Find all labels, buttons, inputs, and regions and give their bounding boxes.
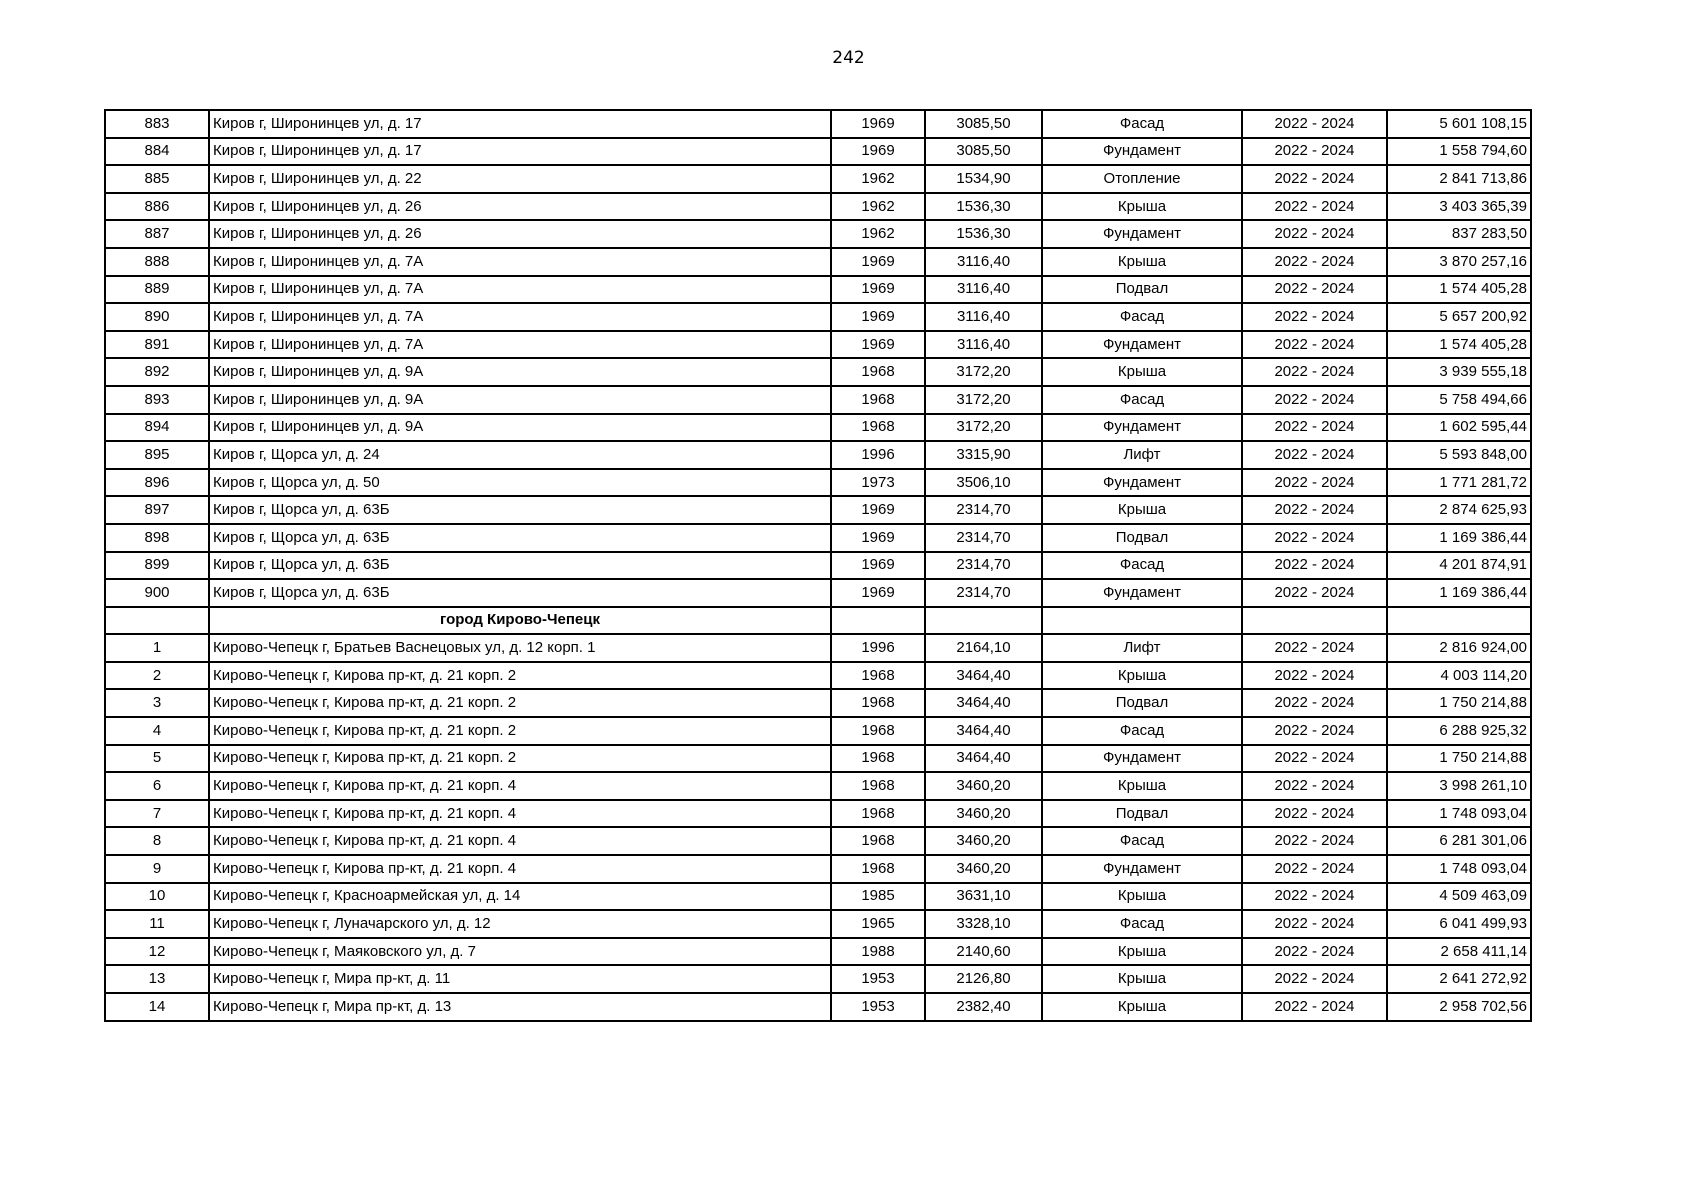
- address-cell: Кирово-Чепецк г, Кирова пр-кт, д. 21 корп. 2: [209, 717, 831, 745]
- work-type-cell: Фасад: [1042, 552, 1242, 580]
- table-row: [105, 993, 1531, 1021]
- row-number: 4: [105, 717, 209, 745]
- address-cell: Кирово-Чепецк г, Кирова пр-кт, д. 21 корп. 4: [209, 800, 831, 828]
- period-cell: 2022 - 2024: [1242, 276, 1387, 304]
- cost-cell: 2 958 702,56: [1387, 993, 1531, 1021]
- table-row: [105, 414, 1531, 442]
- row-number: 898: [105, 524, 209, 552]
- table-row: [105, 165, 1531, 193]
- period-cell: 2022 - 2024: [1242, 552, 1387, 580]
- cost-cell: 4 201 874,91: [1387, 552, 1531, 580]
- build-year-cell: 1996: [831, 634, 925, 662]
- build-year-cell: 1985: [831, 883, 925, 911]
- period-cell: 2022 - 2024: [1242, 358, 1387, 386]
- cost-cell: 1 771 281,72: [1387, 469, 1531, 497]
- area-cell: 2314,70: [925, 524, 1042, 552]
- area-cell: 3460,20: [925, 800, 1042, 828]
- period-cell: 2022 - 2024: [1242, 303, 1387, 331]
- table-row: [105, 496, 1531, 524]
- table-row: [105, 524, 1531, 552]
- table-row: [105, 910, 1531, 938]
- build-year-cell: 1968: [831, 745, 925, 773]
- period-cell: 2022 - 2024: [1242, 855, 1387, 883]
- section-empty-cell: [831, 607, 925, 635]
- area-cell: 3460,20: [925, 772, 1042, 800]
- section-empty-cell: [1242, 607, 1387, 635]
- area-cell: 3116,40: [925, 331, 1042, 359]
- area-cell: 3116,40: [925, 303, 1042, 331]
- work-type-cell: Фундамент: [1042, 138, 1242, 166]
- period-cell: 2022 - 2024: [1242, 524, 1387, 552]
- area-cell: 2314,70: [925, 552, 1042, 580]
- address-cell: Киров г, Широнинцев ул, д. 7А: [209, 303, 831, 331]
- work-type-cell: Подвал: [1042, 689, 1242, 717]
- area-cell: 3464,40: [925, 745, 1042, 773]
- cost-cell: 3 998 261,10: [1387, 772, 1531, 800]
- cost-cell: 1 748 093,04: [1387, 855, 1531, 883]
- build-year-cell: 1969: [831, 138, 925, 166]
- address-cell: Кирово-Чепецк г, Братьев Васнецовых ул, д. 12 корп. 1: [209, 634, 831, 662]
- address-cell: Кирово-Чепецк г, Кирова пр-кт, д. 21 корп. 4: [209, 772, 831, 800]
- period-cell: 2022 - 2024: [1242, 993, 1387, 1021]
- build-year-cell: 1968: [831, 855, 925, 883]
- area-cell: 3460,20: [925, 827, 1042, 855]
- address-cell: Кирово-Чепецк г, Кирова пр-кт, д. 21 корп. 4: [209, 855, 831, 883]
- work-type-cell: Крыша: [1042, 496, 1242, 524]
- cost-cell: 1 750 214,88: [1387, 689, 1531, 717]
- table-row: [105, 193, 1531, 221]
- row-number: 2: [105, 662, 209, 690]
- row-number: 11: [105, 910, 209, 938]
- table-row: [105, 800, 1531, 828]
- table-row: [105, 772, 1531, 800]
- work-type-cell: Лифт: [1042, 441, 1242, 469]
- row-number: 884: [105, 138, 209, 166]
- build-year-cell: 1969: [831, 524, 925, 552]
- table-row: [105, 938, 1531, 966]
- period-cell: 2022 - 2024: [1242, 165, 1387, 193]
- period-cell: 2022 - 2024: [1242, 745, 1387, 773]
- section-header: [105, 607, 1531, 635]
- section-empty-cell: [1042, 607, 1242, 635]
- cost-cell: 837 283,50: [1387, 220, 1531, 248]
- work-type-cell: Подвал: [1042, 276, 1242, 304]
- cost-cell: 1 574 405,28: [1387, 276, 1531, 304]
- table-row: [105, 441, 1531, 469]
- period-cell: 2022 - 2024: [1242, 579, 1387, 607]
- area-cell: 3085,50: [925, 138, 1042, 166]
- address-cell: Кирово-Чепецк г, Мира пр-кт, д. 13: [209, 993, 831, 1021]
- work-type-cell: Фундамент: [1042, 414, 1242, 442]
- cost-cell: 1 748 093,04: [1387, 800, 1531, 828]
- area-cell: 3172,20: [925, 358, 1042, 386]
- area-cell: 3464,40: [925, 662, 1042, 690]
- build-year-cell: 1996: [831, 441, 925, 469]
- cost-cell: 5 593 848,00: [1387, 441, 1531, 469]
- build-year-cell: 1965: [831, 910, 925, 938]
- work-type-cell: Фасад: [1042, 910, 1242, 938]
- work-type-cell: Крыша: [1042, 965, 1242, 993]
- address-cell: Киров г, Широнинцев ул, д. 9А: [209, 358, 831, 386]
- work-type-cell: Лифт: [1042, 634, 1242, 662]
- address-cell: Киров г, Широнинцев ул, д. 7А: [209, 248, 831, 276]
- build-year-cell: 1969: [831, 496, 925, 524]
- row-number: 892: [105, 358, 209, 386]
- period-cell: 2022 - 2024: [1242, 938, 1387, 966]
- period-cell: 2022 - 2024: [1242, 414, 1387, 442]
- cost-cell: 1 750 214,88: [1387, 745, 1531, 773]
- row-number: 899: [105, 552, 209, 580]
- row-number: 1: [105, 634, 209, 662]
- address-cell: Киров г, Щорса ул, д. 63Б: [209, 552, 831, 580]
- build-year-cell: 1968: [831, 717, 925, 745]
- address-cell: Кирово-Чепецк г, Красноармейская ул, д. 14: [209, 883, 831, 911]
- work-type-cell: Фундамент: [1042, 745, 1242, 773]
- cost-cell: 3 939 555,18: [1387, 358, 1531, 386]
- address-cell: Кирово-Чепецк г, Маяковского ул, д. 7: [209, 938, 831, 966]
- area-cell: 3085,50: [925, 110, 1042, 138]
- work-type-cell: Крыша: [1042, 193, 1242, 221]
- area-cell: 3315,90: [925, 441, 1042, 469]
- address-cell: Киров г, Широнинцев ул, д. 26: [209, 193, 831, 221]
- period-cell: 2022 - 2024: [1242, 634, 1387, 662]
- area-cell: 3116,40: [925, 248, 1042, 276]
- address-cell: Киров г, Щорса ул, д. 50: [209, 469, 831, 497]
- table-row: [105, 220, 1531, 248]
- address-cell: Киров г, Щорса ул, д. 63Б: [209, 579, 831, 607]
- build-year-cell: 1953: [831, 993, 925, 1021]
- address-cell: Кирово-Чепецк г, Кирова пр-кт, д. 21 корп. 2: [209, 745, 831, 773]
- area-cell: 3464,40: [925, 689, 1042, 717]
- address-cell: Киров г, Широнинцев ул, д. 9А: [209, 386, 831, 414]
- address-cell: Киров г, Широнинцев ул, д. 17: [209, 138, 831, 166]
- cost-cell: 2 874 625,93: [1387, 496, 1531, 524]
- kirovo-chepetsk-rows: [105, 634, 1531, 1020]
- period-cell: 2022 - 2024: [1242, 965, 1387, 993]
- cost-cell: 1 169 386,44: [1387, 524, 1531, 552]
- work-type-cell: Фундамент: [1042, 469, 1242, 497]
- work-type-cell: Фундамент: [1042, 331, 1242, 359]
- build-year-cell: 1969: [831, 303, 925, 331]
- table-row: [105, 110, 1531, 138]
- build-year-cell: 1968: [831, 358, 925, 386]
- work-type-cell: Фасад: [1042, 827, 1242, 855]
- work-type-cell: Крыша: [1042, 938, 1242, 966]
- build-year-cell: 1953: [831, 965, 925, 993]
- period-cell: 2022 - 2024: [1242, 772, 1387, 800]
- area-cell: 3172,20: [925, 414, 1042, 442]
- build-year-cell: 1962: [831, 220, 925, 248]
- cost-cell: 5 657 200,92: [1387, 303, 1531, 331]
- work-type-cell: Крыша: [1042, 358, 1242, 386]
- period-cell: 2022 - 2024: [1242, 386, 1387, 414]
- work-type-cell: Крыша: [1042, 772, 1242, 800]
- table-row: [105, 579, 1531, 607]
- address-cell: Киров г, Широнинцев ул, д. 7А: [209, 331, 831, 359]
- work-type-cell: Крыша: [1042, 248, 1242, 276]
- area-cell: 1536,30: [925, 220, 1042, 248]
- area-cell: 3506,10: [925, 469, 1042, 497]
- area-cell: 3328,10: [925, 910, 1042, 938]
- build-year-cell: 1962: [831, 193, 925, 221]
- area-cell: 2140,60: [925, 938, 1042, 966]
- period-cell: 2022 - 2024: [1242, 717, 1387, 745]
- period-cell: 2022 - 2024: [1242, 193, 1387, 221]
- table-row: [105, 248, 1531, 276]
- period-cell: 2022 - 2024: [1242, 331, 1387, 359]
- address-cell: Киров г, Щорса ул, д. 63Б: [209, 524, 831, 552]
- cost-cell: 2 641 272,92: [1387, 965, 1531, 993]
- section-num-cell: [105, 607, 209, 635]
- row-number: 883: [105, 110, 209, 138]
- build-year-cell: 1968: [831, 662, 925, 690]
- address-cell: Кирово-Чепецк г, Луначарского ул, д. 12: [209, 910, 831, 938]
- build-year-cell: 1968: [831, 414, 925, 442]
- build-year-cell: 1968: [831, 800, 925, 828]
- table-row: [105, 689, 1531, 717]
- section-empty-cell: [1387, 607, 1531, 635]
- area-cell: 2164,10: [925, 634, 1042, 662]
- table-row: [105, 883, 1531, 911]
- area-cell: 3460,20: [925, 855, 1042, 883]
- area-cell: 3631,10: [925, 883, 1042, 911]
- cost-cell: 4 003 114,20: [1387, 662, 1531, 690]
- row-number: 891: [105, 331, 209, 359]
- row-number: 10: [105, 883, 209, 911]
- row-number: 895: [105, 441, 209, 469]
- area-cell: 2382,40: [925, 993, 1042, 1021]
- period-cell: 2022 - 2024: [1242, 910, 1387, 938]
- period-cell: 2022 - 2024: [1242, 883, 1387, 911]
- work-type-cell: Отопление: [1042, 165, 1242, 193]
- row-number: 7: [105, 800, 209, 828]
- address-cell: Кирово-Чепецк г, Кирова пр-кт, д. 21 корп. 4: [209, 827, 831, 855]
- table-row: [105, 855, 1531, 883]
- cost-cell: 5 758 494,66: [1387, 386, 1531, 414]
- work-type-cell: Фасад: [1042, 303, 1242, 331]
- row-number: 12: [105, 938, 209, 966]
- table-row: [105, 827, 1531, 855]
- row-number: 8: [105, 827, 209, 855]
- address-cell: Кирово-Чепецк г, Кирова пр-кт, д. 21 корп. 2: [209, 689, 831, 717]
- work-type-cell: Крыша: [1042, 993, 1242, 1021]
- address-cell: Киров г, Широнинцев ул, д. 17: [209, 110, 831, 138]
- row-number: 896: [105, 469, 209, 497]
- period-cell: 2022 - 2024: [1242, 248, 1387, 276]
- section-title: город Кирово-Чепецк: [209, 607, 831, 635]
- period-cell: 2022 - 2024: [1242, 110, 1387, 138]
- work-type-cell: Крыша: [1042, 662, 1242, 690]
- period-cell: 2022 - 2024: [1242, 662, 1387, 690]
- build-year-cell: 1969: [831, 552, 925, 580]
- cost-cell: 4 509 463,09: [1387, 883, 1531, 911]
- row-number: 9: [105, 855, 209, 883]
- table-row: [105, 303, 1531, 331]
- row-number: 3: [105, 689, 209, 717]
- row-number: 14: [105, 993, 209, 1021]
- row-number: 893: [105, 386, 209, 414]
- period-cell: 2022 - 2024: [1242, 827, 1387, 855]
- address-cell: Киров г, Широнинцев ул, д. 26: [209, 220, 831, 248]
- address-cell: Кирово-Чепецк г, Кирова пр-кт, д. 21 корп. 2: [209, 662, 831, 690]
- work-type-cell: Крыша: [1042, 883, 1242, 911]
- table-row: [105, 469, 1531, 497]
- area-cell: 2314,70: [925, 579, 1042, 607]
- table-row: [105, 634, 1531, 662]
- table-row: [105, 965, 1531, 993]
- period-cell: 2022 - 2024: [1242, 800, 1387, 828]
- build-year-cell: 1973: [831, 469, 925, 497]
- row-number: 5: [105, 745, 209, 773]
- area-cell: 2126,80: [925, 965, 1042, 993]
- row-number: 888: [105, 248, 209, 276]
- kirov-rows: [105, 110, 1531, 607]
- address-cell: Киров г, Щорса ул, д. 63Б: [209, 496, 831, 524]
- work-type-cell: Фасад: [1042, 110, 1242, 138]
- area-cell: 2314,70: [925, 496, 1042, 524]
- work-type-cell: Фундамент: [1042, 220, 1242, 248]
- table-row: [105, 138, 1531, 166]
- cost-cell: 1 602 595,44: [1387, 414, 1531, 442]
- row-number: 900: [105, 579, 209, 607]
- build-year-cell: 1969: [831, 110, 925, 138]
- row-number: 887: [105, 220, 209, 248]
- period-cell: 2022 - 2024: [1242, 441, 1387, 469]
- cost-cell: 1 574 405,28: [1387, 331, 1531, 359]
- section-row: [105, 607, 1531, 635]
- build-year-cell: 1969: [831, 248, 925, 276]
- page-number: 242: [832, 48, 865, 68]
- cost-cell: 1 558 794,60: [1387, 138, 1531, 166]
- cost-cell: 6 041 499,93: [1387, 910, 1531, 938]
- row-number: 885: [105, 165, 209, 193]
- row-number: 894: [105, 414, 209, 442]
- table-row: [105, 331, 1531, 359]
- address-cell: Киров г, Широнинцев ул, д. 9А: [209, 414, 831, 442]
- address-cell: Киров г, Щорса ул, д. 24: [209, 441, 831, 469]
- row-number: 6: [105, 772, 209, 800]
- area-cell: 3464,40: [925, 717, 1042, 745]
- area-cell: 1534,90: [925, 165, 1042, 193]
- build-year-cell: 1988: [831, 938, 925, 966]
- repair-schedule-table: [104, 109, 1532, 1022]
- work-type-cell: Фасад: [1042, 717, 1242, 745]
- cost-cell: 2 658 411,14: [1387, 938, 1531, 966]
- build-year-cell: 1968: [831, 827, 925, 855]
- cost-cell: 3 403 365,39: [1387, 193, 1531, 221]
- row-number: 886: [105, 193, 209, 221]
- build-year-cell: 1968: [831, 772, 925, 800]
- cost-cell: 1 169 386,44: [1387, 579, 1531, 607]
- build-year-cell: 1969: [831, 331, 925, 359]
- cost-cell: 2 841 713,86: [1387, 165, 1531, 193]
- address-cell: Кирово-Чепецк г, Мира пр-кт, д. 11: [209, 965, 831, 993]
- row-number: 13: [105, 965, 209, 993]
- address-cell: Киров г, Широнинцев ул, д. 7А: [209, 276, 831, 304]
- area-cell: 3116,40: [925, 276, 1042, 304]
- period-cell: 2022 - 2024: [1242, 138, 1387, 166]
- section-empty-cell: [925, 607, 1042, 635]
- row-number: 889: [105, 276, 209, 304]
- area-cell: 1536,30: [925, 193, 1042, 221]
- work-type-cell: Фасад: [1042, 386, 1242, 414]
- row-number: 897: [105, 496, 209, 524]
- table-row: [105, 717, 1531, 745]
- cost-cell: 3 870 257,16: [1387, 248, 1531, 276]
- table-row: [105, 662, 1531, 690]
- table-row: [105, 745, 1531, 773]
- build-year-cell: 1962: [831, 165, 925, 193]
- cost-cell: 2 816 924,00: [1387, 634, 1531, 662]
- row-number: 890: [105, 303, 209, 331]
- work-type-cell: Фундамент: [1042, 855, 1242, 883]
- cost-cell: 6 288 925,32: [1387, 717, 1531, 745]
- period-cell: 2022 - 2024: [1242, 689, 1387, 717]
- work-type-cell: Фундамент: [1042, 579, 1242, 607]
- period-cell: 2022 - 2024: [1242, 220, 1387, 248]
- build-year-cell: 1969: [831, 579, 925, 607]
- build-year-cell: 1968: [831, 689, 925, 717]
- area-cell: 3172,20: [925, 386, 1042, 414]
- period-cell: 2022 - 2024: [1242, 469, 1387, 497]
- table-row: [105, 276, 1531, 304]
- address-cell: Киров г, Широнинцев ул, д. 22: [209, 165, 831, 193]
- build-year-cell: 1968: [831, 386, 925, 414]
- cost-cell: 5 601 108,15: [1387, 110, 1531, 138]
- table-row: [105, 386, 1531, 414]
- build-year-cell: 1969: [831, 276, 925, 304]
- work-type-cell: Подвал: [1042, 800, 1242, 828]
- period-cell: 2022 - 2024: [1242, 496, 1387, 524]
- work-type-cell: Подвал: [1042, 524, 1242, 552]
- table-row: [105, 358, 1531, 386]
- cost-cell: 6 281 301,06: [1387, 827, 1531, 855]
- table-row: [105, 552, 1531, 580]
